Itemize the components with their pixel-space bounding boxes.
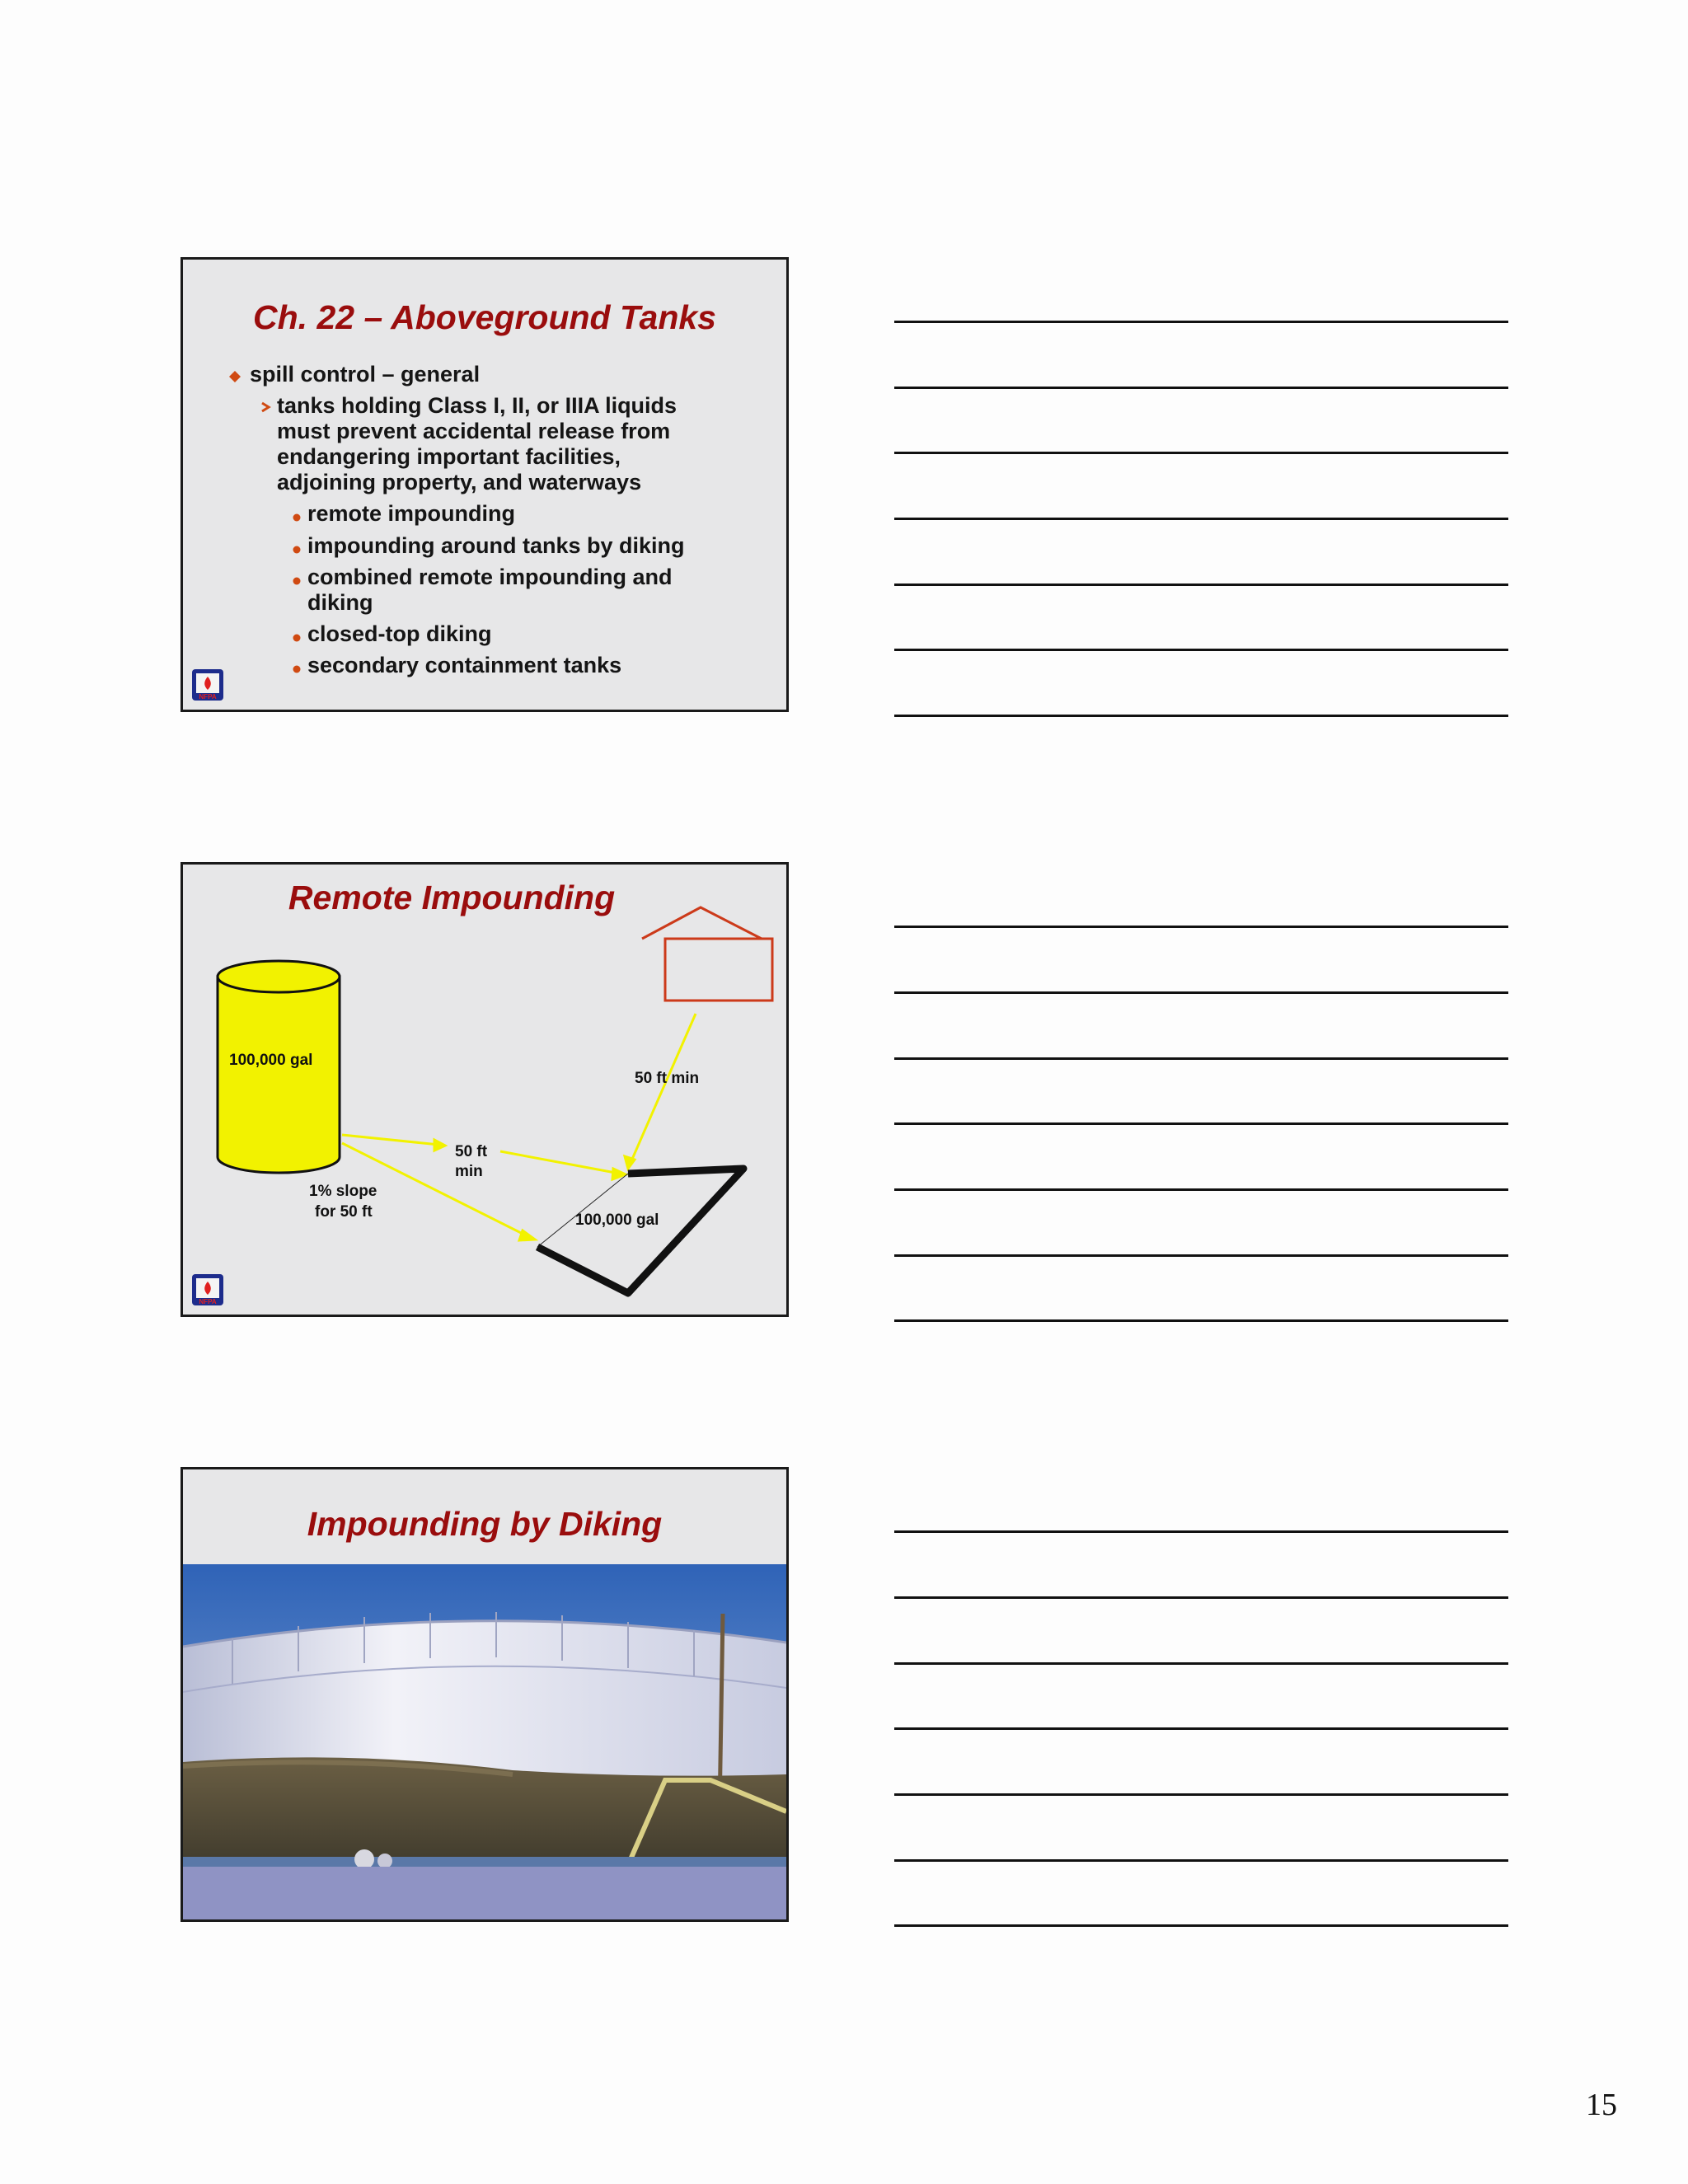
slope-label: 1% slope — [309, 1183, 377, 1200]
note-line — [894, 1319, 1508, 1322]
slide-impounding-by-diking — [181, 1467, 789, 1922]
bullet-level-2-line: tanks holding Class I, II, or IIIA liquids — [277, 393, 678, 418]
bullet-level-3: combined remote impounding and — [307, 565, 673, 589]
dot-bullet-icon — [293, 511, 301, 526]
note-line — [894, 1057, 1508, 1060]
note-line — [894, 1662, 1508, 1665]
note-line — [894, 1530, 1508, 1533]
note-line — [894, 991, 1508, 994]
diking-photo — [183, 1564, 786, 1922]
bullet-level-2-line: adjoining property, and waterways — [277, 470, 642, 494]
bullet-level-3: diking — [307, 590, 373, 615]
note-line — [894, 518, 1508, 520]
tank-volume-label: 100,000 gal — [229, 1052, 313, 1069]
dot-bullet-icon — [293, 574, 301, 589]
bullet-level-2-line: endangering important facilities, — [277, 444, 621, 469]
note-line — [894, 1793, 1508, 1796]
slide-aboveground-tanks — [181, 257, 789, 712]
bullet-level-2-line: must prevent accidental release from — [277, 419, 671, 443]
slide-title: Ch. 22 – Aboveground Tanks — [253, 298, 716, 336]
impoundment-basin — [537, 1169, 743, 1293]
note-line — [894, 715, 1508, 717]
slope-label: for 50 ft — [315, 1203, 373, 1221]
note-line — [894, 1924, 1508, 1927]
dot-bullet-icon — [293, 543, 301, 558]
note-line — [894, 387, 1508, 389]
nfpa-logo-text: NFPA — [199, 1298, 217, 1305]
note-line — [894, 321, 1508, 323]
slide-title: Remote Impounding — [288, 879, 616, 916]
impound-volume-label: 100,000 gal — [575, 1212, 659, 1229]
nfpa-logo-icon — [191, 668, 224, 701]
note-line — [894, 1254, 1508, 1257]
bullet-level-3: closed-top diking — [307, 621, 492, 646]
flow-arrows — [342, 1014, 696, 1240]
dot-bullet-icon — [293, 663, 301, 677]
bullet-level-3: impounding around tanks by diking — [307, 533, 685, 558]
note-line — [894, 1859, 1508, 1862]
note-line — [894, 1122, 1508, 1125]
bullet-level-3: remote impounding — [307, 501, 515, 526]
note-line — [894, 1188, 1508, 1191]
remote-impounding-diagram — [183, 865, 786, 1315]
note-line — [894, 926, 1508, 928]
distance-label: min — [455, 1163, 483, 1180]
bullet-level-1: spill control – general — [250, 362, 481, 387]
nfpa-logo-text: NFPA — [199, 693, 217, 701]
note-line — [894, 583, 1508, 586]
page-number: 15 — [1586, 2088, 1617, 2122]
slide-remote-impounding — [181, 862, 789, 1317]
note-line — [894, 452, 1508, 454]
dot-bullet-icon — [293, 631, 301, 646]
slide-title: Impounding by Diking — [307, 1505, 663, 1543]
distance-label: 50 ft — [455, 1143, 488, 1160]
note-line — [894, 1727, 1508, 1730]
nfpa-logo-icon — [192, 1274, 223, 1305]
bullet-level-3: secondary containment tanks — [307, 653, 622, 677]
note-line — [894, 649, 1508, 651]
diamond-bullet-icon — [228, 370, 241, 387]
note-line — [894, 1596, 1508, 1599]
building-icon — [642, 907, 772, 1001]
building-distance-label: 50 ft min — [635, 1070, 700, 1087]
arrow-bullet-icon — [260, 401, 271, 417]
